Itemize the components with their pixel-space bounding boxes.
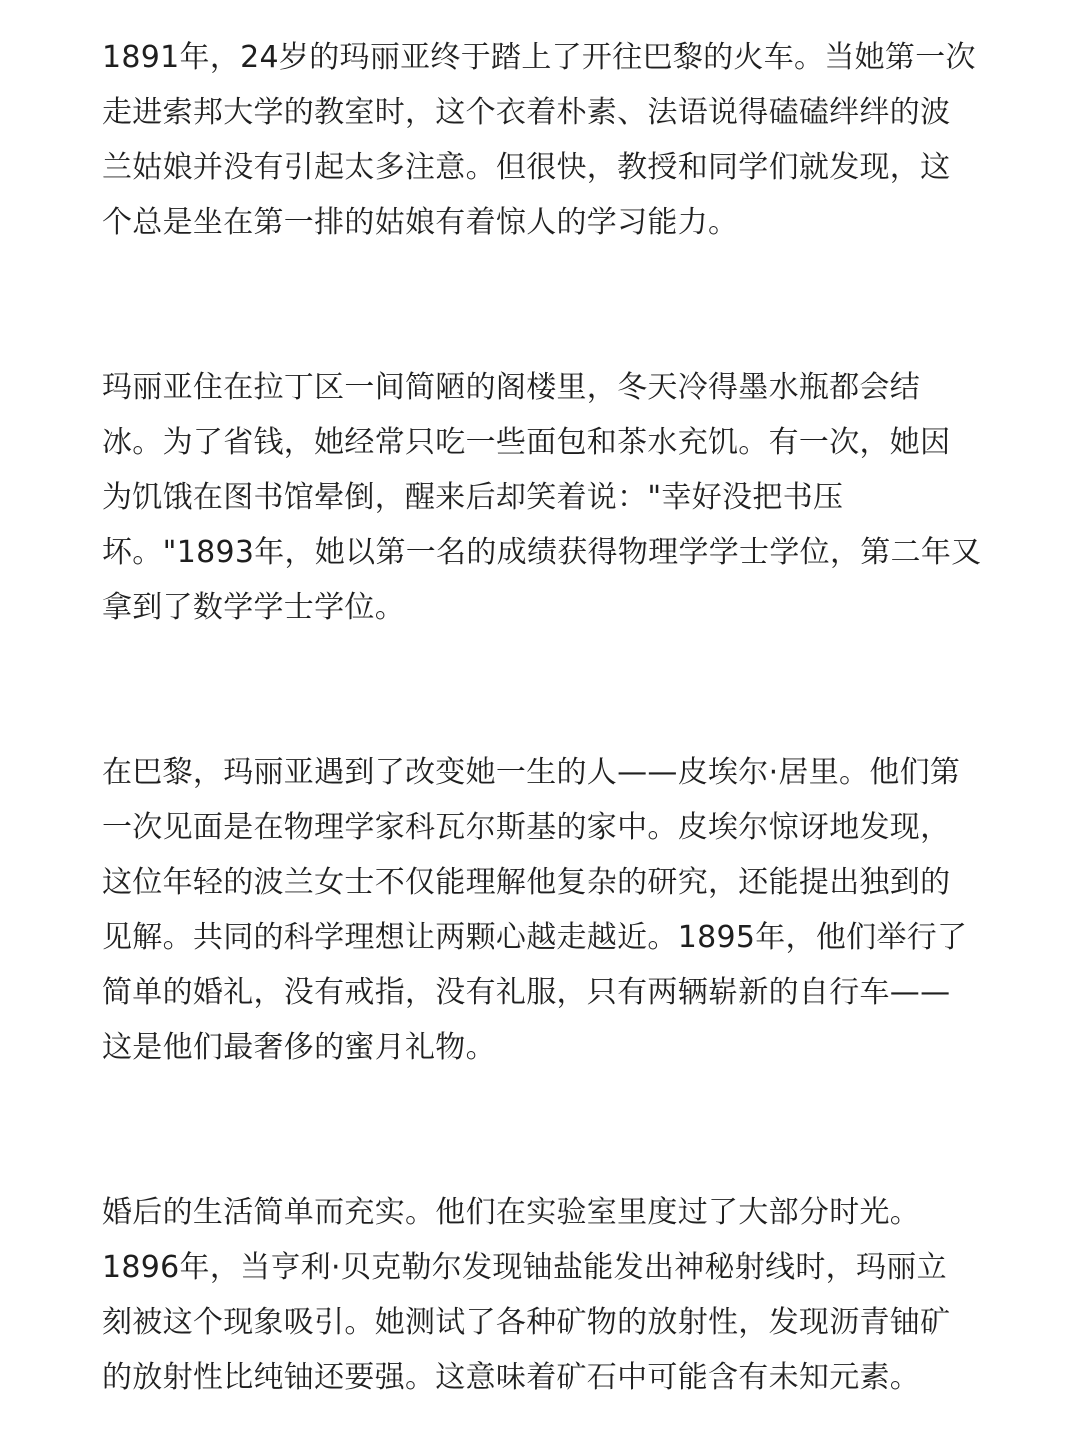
text-line: 1891年，24岁的玛丽亚终于踏上了开往巴黎的火车。当她第一次 (102, 40, 976, 75)
text-line: 1896年，当亨利·贝克勒尔发现铀盐能发出神秘射线时，玛丽立 (102, 1250, 947, 1285)
text-line: 见解。共同的科学理想让两颗心越走越近。1895年，他们举行了 (102, 920, 968, 955)
article-body (102, 30, 982, 1405)
text-line: 在巴黎，玛丽亚遇到了改变她一生的人——皮埃尔·居里。他们第 (102, 755, 961, 790)
text-line: 简单的婚礼，没有戒指，没有礼服，只有两辆崭新的自行车—— (102, 975, 951, 1010)
text-line: 刻被这个现象吸引。她测试了各种矿物的放射性，发现沥青铀矿 (102, 1305, 951, 1340)
paragraph-train-to-paris (102, 30, 982, 250)
text-line: 个总是坐在第一排的姑娘有着惊人的学习能力。 (102, 205, 739, 240)
text-line: 坏。"1893年，她以第一名的成绩获得物理学学士学位，第二年又 (102, 535, 982, 570)
paragraph-radioactivity (102, 1185, 982, 1405)
text-line: 这位年轻的波兰女士不仅能理解他复杂的研究，还能提出独到的 (102, 865, 951, 900)
text-line: 这是他们最奢侈的蜜月礼物。 (102, 1030, 496, 1065)
paragraph-attic-life (102, 360, 982, 635)
text-line: 婚后的生活简单而充实。他们在实验室里度过了大部分时光。 (102, 1195, 921, 1230)
paragraph-meeting-pierre (102, 745, 982, 1075)
text-line: 走进索邦大学的教室时，这个衣着朴素、法语说得磕磕绊绊的波 (102, 95, 951, 130)
text-line: 兰姑娘并没有引起太多注意。但很快，教授和同学们就发现，这 (102, 150, 951, 185)
text-line: 为饥饿在图书馆晕倒，醒来后却笑着说："幸好没把书压 (102, 480, 844, 515)
text-line: 一次见面是在物理学家科瓦尔斯基的家中。皮埃尔惊讶地发现， (102, 810, 951, 845)
text-line: 玛丽亚住在拉丁区一间简陋的阁楼里，冬天冷得墨水瓶都会结 (102, 370, 921, 405)
text-line: 拿到了数学学士学位。 (102, 590, 405, 625)
text-line: 冰。为了省钱，她经常只吃一些面包和茶水充饥。有一次，她因 (102, 425, 951, 460)
text-line: 的放射性比纯铀还要强。这意味着矿石中可能含有未知元素。 (102, 1360, 921, 1395)
